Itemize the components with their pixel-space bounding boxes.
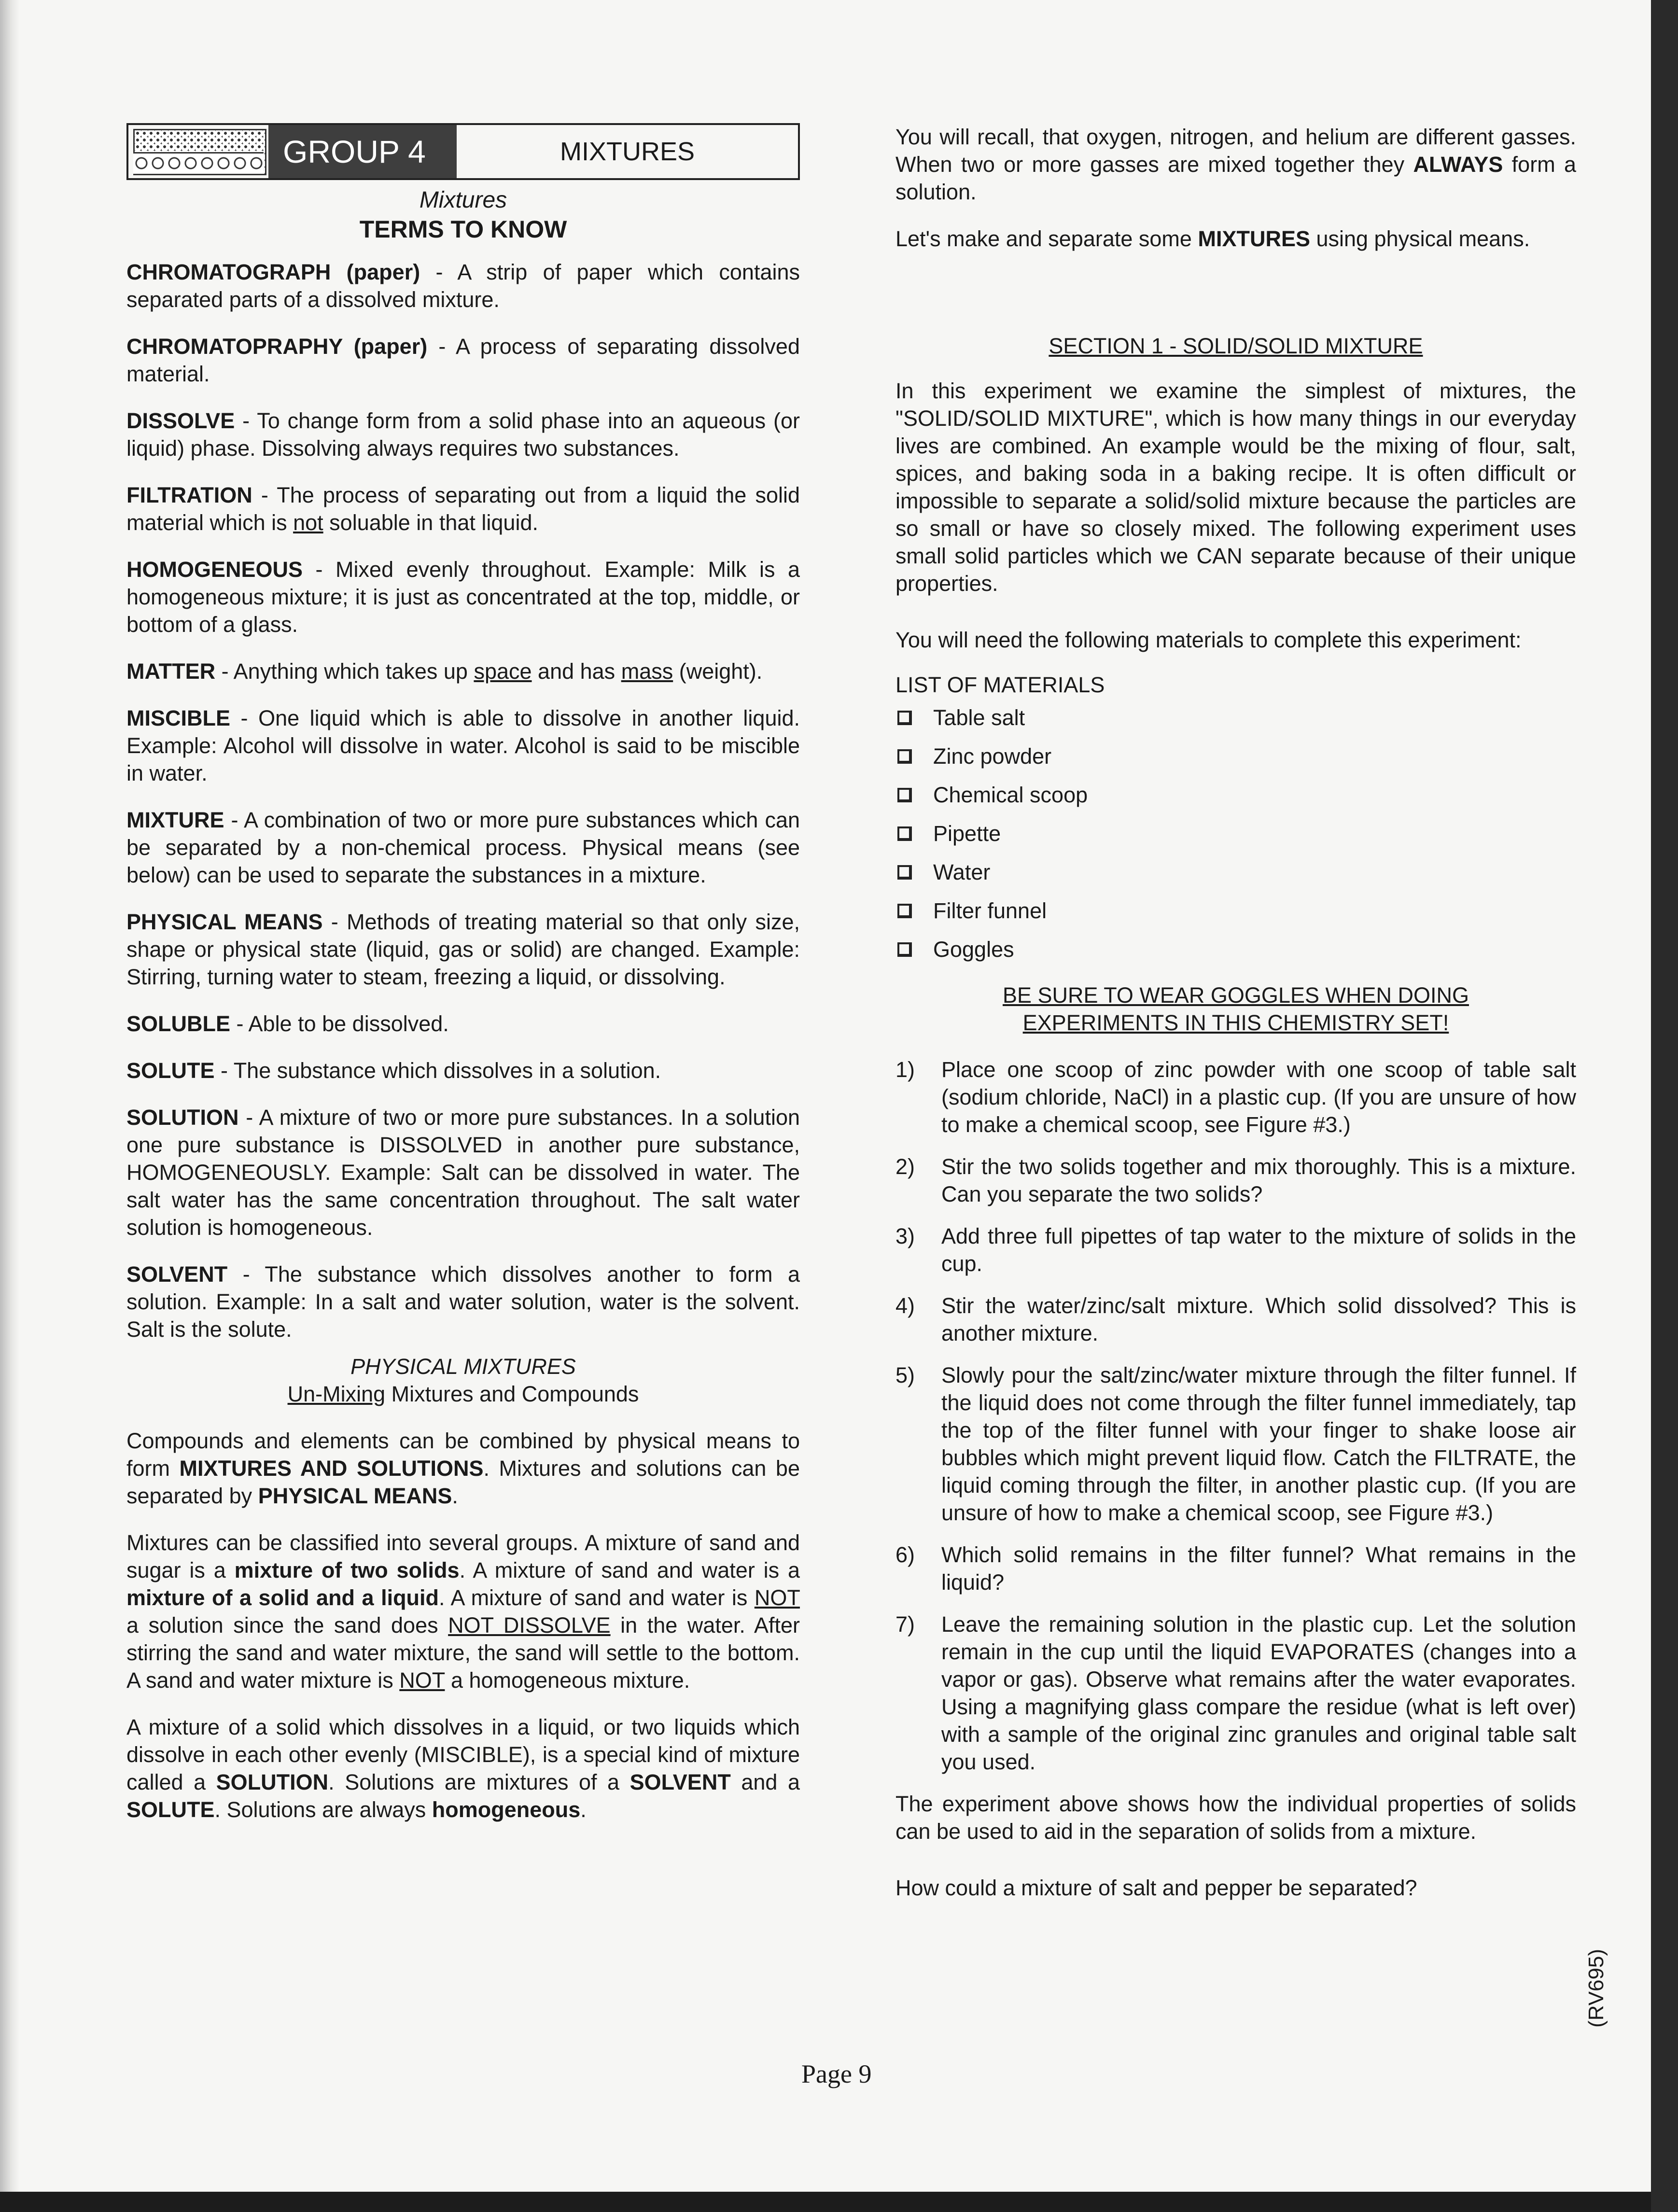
microplate-wells-icon [133, 152, 264, 174]
paragraph-compounds: Compounds and elements can be combined by physical means to form MIXTURES AND SOLUTIONS. Mixtures and solutions can be separated by PHYSICAL MEANS. [126, 1428, 800, 1508]
material-item[interactable]: Goggles [895, 930, 1576, 969]
page-number: Page 9 [801, 2059, 872, 2088]
term-physical-means: PHYSICAL MEANS - Methods of treating material so that only size, shape or physical state (liquid, gas or solid) are changed. Example: Stirring, turning water to steam, freezing a liquid, or dissolving. [126, 910, 800, 989]
group-title: MIXTURES [559, 137, 695, 166]
step-item: 7) Leave the remaining solution in the plastic cup. Let the solution remain in the cup until the liquid EVAPORATES (changes into a vapor or gas). Observe what remains after the water evaporates. Using a magnifying glass compare the residue (what is left over) with a sample of the original zinc granules and original table salt you used. [895, 1612, 1576, 1774]
material-item[interactable]: Table salt [895, 699, 1576, 737]
material-item[interactable]: Pipette [895, 814, 1576, 853]
section-paragraph: In this experiment we examine the simplest of mixtures, the "SOLID/SOLID MIXTURE", which is how many things in our everyday lives are combined. An example would be the mixing of flour, salt, spices, and baking soda in a baking recipe. It is often difficult or impossible to separate a solid/solid mixture because the particles are so small or have so closely mixed. The following experiment uses small solid particles which we CAN separate because of their unique properties. [895, 378, 1576, 596]
page-shadow-left [0, 0, 19, 2192]
step-item: 5) Slowly pour the salt/zinc/water mixture through the filter funnel. If the liquid does not come through the filter funnel immediately, tap the top of the filter funnel with your finger to shake loose air bubbles which might prevent liquid flow. Catch the FILTRATE, the liquid coming through the filter, in another plastic cup. (If you are unsure of how to make a chemical scoop, see Figure #3.) [895, 1363, 1576, 1525]
unmixing-subtitle: Un-Mixing Mixtures and Compounds [287, 1382, 639, 1406]
goggles-warning-line1: BE SURE TO WEAR GOGGLES WHEN DOING [1003, 983, 1469, 1008]
step-item: 4) Stir the water/zinc/salt mixture. Which solid dissolved? This is another mixture. [895, 1293, 1576, 1345]
procedure-steps [895, 1056, 1576, 1776]
term-soluble: SOLUBLE - Able to be dissolved. [126, 1011, 449, 1036]
term-homogeneous: HOMOGENEOUS - Mixed evenly throughout. Example: Milk is a homogeneous mixture; it is just as concentrated at the top, middle, or bottom of a glass. [126, 557, 800, 637]
term-chromatography: CHROMATOPRAPHY (paper) - A process of separating dissolved material. [126, 334, 800, 386]
paragraph-classified: Mixtures can be classified into several groups. A mixture of sand and sugar is a mixture of two solids. A mixture of sand and water is a mixture of a solid and a liquid. A mixture of sand and water is NOT a solution since the sand does NOT DISSOLVE in the water. After stirring the sand and water mixture, the sand will settle to the bottom. A sand and water mixture is NOT a homogeneous mixture. [126, 1530, 800, 1693]
material-item[interactable]: Chemical scoop [895, 776, 1576, 814]
question-paragraph: How could a mixture of salt and pepper be separated? [895, 1876, 1417, 1900]
need-paragraph: You will need the following materials to complete this experiment: [895, 628, 1522, 652]
group-label: GROUP 4 [268, 125, 457, 178]
checkbox-icon[interactable] [897, 904, 912, 918]
term-mixture: MIXTURE - A combination of two or more pure substances which can be separated by a non-chemical process. Physical means (see below) can be used to separate the substances in a mixture. [126, 808, 800, 887]
checkbox-icon[interactable] [897, 942, 912, 957]
term-solvent: SOLVENT - The substance which dissolves another to form a solution. Example: In a salt and water solution, water is the solvent. Salt is the solute. [126, 1262, 800, 1342]
checkbox-icon[interactable] [897, 826, 912, 841]
step-item: 2) Stir the two solids together and mix thoroughly. This is a mixture. Can you separate the two solids? [895, 1154, 1576, 1206]
checkbox-icon[interactable] [897, 865, 912, 880]
term-solution: SOLUTION - A mixture of two or more pure substances. In a solution one pure substance is DISSOLVED in another pure substance, HOMOGENEOUSLY. Example: Salt can be dissolved in water. The salt water has the same concentration throughout. The salt water solution is homogeneous. [126, 1105, 800, 1240]
checkbox-icon[interactable] [897, 749, 912, 764]
material-item[interactable]: Filter funnel [895, 892, 1576, 930]
term-matter: MATTER - Anything which takes up space and has mass (weight). [126, 659, 763, 684]
section-title: SECTION 1 - SOLID/SOLID MIXTURE [1049, 334, 1423, 358]
lets-paragraph: Let's make and separate some MIXTURES using physical means. [895, 226, 1530, 251]
right-column [895, 123, 1576, 1902]
subtitle: Mixtures [419, 187, 507, 213]
closing-paragraph: The experiment above shows how the individual properties of solids can be used to aid in the separation of solids from a mixture. [895, 1792, 1576, 1844]
group-header [126, 123, 800, 180]
material-item[interactable]: Water [895, 853, 1576, 892]
term-chromatograph: CHROMATOGRAPH (paper) - A strip of paper which contains separated parts of a dissolved mixture. [126, 260, 800, 312]
material-item[interactable]: Zinc powder [895, 737, 1576, 776]
revision-code: (RV695) [1584, 1948, 1608, 2028]
intro-paragraph: You will recall, that oxygen, nitrogen, and helium are different gasses. When two or more gasses are mixed together they ALWAYS form a solution. [895, 125, 1576, 204]
physical-mixtures-title: PHYSICAL MIXTURES [350, 1354, 576, 1379]
step-item: 1) Place one scoop of zinc powder with one scoop of table salt (sodium chloride, NaCl) in a plastic cup. (If you are unsure of how to make a chemical scoop, see Figure #3.) [895, 1057, 1576, 1137]
term-miscible: MISCIBLE - One liquid which is able to dissolve in another liquid. Example: Alcohol will dissolve in water. Alcohol is said to be miscible in water. [126, 706, 800, 785]
checkbox-icon[interactable] [897, 788, 912, 802]
term-dissolve: DISSOLVE - To change form from a solid phase into an aqueous (or liquid) phase. Dissolving always requires two substances. [126, 408, 800, 461]
checkbox-icon[interactable] [897, 711, 912, 725]
term-solute: SOLUTE - The substance which dissolves in a solution. [126, 1058, 661, 1083]
step-item: 3) Add three full pipettes of tap water to the mixture of solids in the cup. [895, 1224, 1576, 1276]
page-edge-right [1651, 0, 1678, 2212]
left-column [126, 123, 800, 1823]
materials-list [895, 699, 1576, 969]
goggles-warning-line2: EXPERIMENTS IN THIS CHEMISTRY SET! [1022, 1010, 1449, 1035]
materials-title: LIST OF MATERIALS [895, 672, 1105, 697]
paragraph-solution: A mixture of a solid which dissolves in a liquid, or two liquids which dissolve in each other evenly (MISCIBLE), is a special kind of mixture called a SOLUTION. Solutions are mixtures of a SOLVENT and a SOLUTE. Solutions are always homogeneous. [126, 1715, 800, 1822]
term-filtration: FILTRATION - The process of separating out from a liquid the solid material which is not soluable in that liquid. [126, 483, 800, 535]
step-item: 6) Which solid remains in the filter funnel? What remains in the liquid? [895, 1542, 1576, 1595]
terms-title: TERMS TO KNOW [359, 216, 567, 243]
